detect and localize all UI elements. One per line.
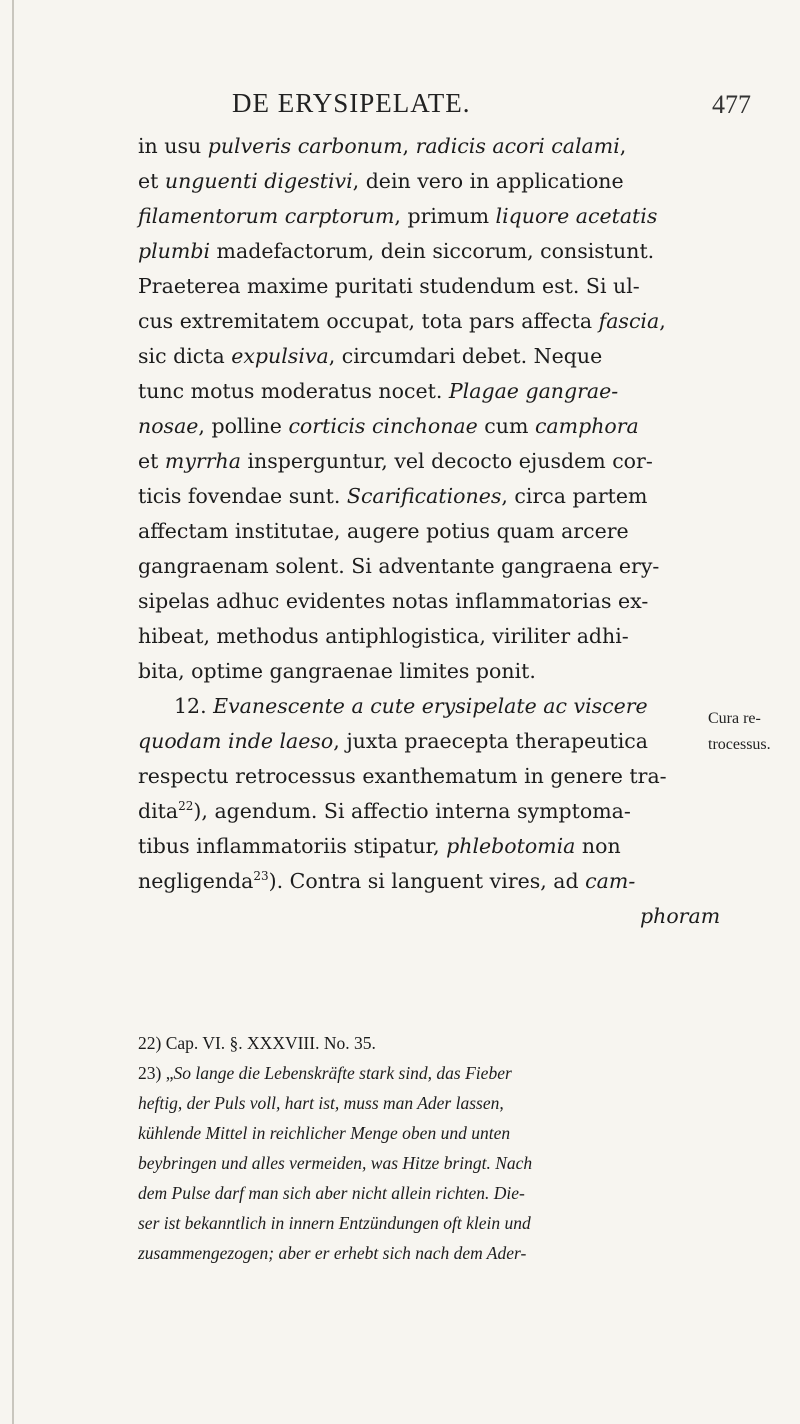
margin-note-line-1: Cura re- — [708, 710, 761, 727]
text-line: Praeterea maxime puritati studendum est. Si ul- — [138, 274, 640, 298]
text-line: respectu retrocessus exanthematum in genere tra- — [138, 764, 667, 788]
main-text — [138, 129, 778, 934]
text-line: et myrrha insperguntur, vel decocto ejusdem cor- — [138, 449, 653, 473]
text-line: sic dicta expulsiva, circumdari debet. Neque — [138, 344, 603, 368]
footnote-23: 23) „So lange die Lebenskräfte stark sind, das Fieber — [138, 1063, 512, 1083]
text-line: affectam institutae, augere potius quam arcere — [138, 519, 629, 543]
footnote-23-line: beybringen und alles vermeiden, was Hitze bringt. Nach — [138, 1153, 533, 1173]
text-line: gangraenam solent. Si adventante gangraena ery- — [138, 554, 660, 578]
text-line: dita$^{22}$), agendum. Si affectio interna symptoma- — [138, 799, 631, 823]
footnotes — [138, 1028, 778, 1268]
text-line: hibeat, methodus antiphlogistica, viriliter adhi- — [138, 624, 629, 648]
text-line: negligenda$^{23}$). Contra si languent vires, ad cam- — [138, 869, 636, 893]
text-line: ticis fovendae sunt. Scarificationes, circa partem — [138, 484, 648, 508]
section-12-start: 12. Evanescente a cute erysipelate ac viscere — [174, 694, 648, 718]
footnote-ref-22: 22 — [178, 799, 194, 813]
text-line: filamentorum carptorum, primum liquore acetatis — [138, 204, 658, 228]
margin-note-line-2: trocessus. — [708, 736, 771, 753]
page-number: 477 — [712, 90, 751, 119]
scan-binding-edge — [12, 0, 14, 1424]
running-head: DE ERYSIPELATE. — [232, 88, 471, 118]
footnote-22: 22) Cap. VI. §. XXXVIII. No. 35. — [138, 1033, 376, 1053]
text-line: et unguenti digestivi, dein vero in applicatione — [138, 169, 624, 193]
text-line: in usu pulveris carbonum, radicis acori calami, — [138, 134, 627, 158]
footnote-ref-23: 23 — [253, 869, 269, 883]
footnote-23-line: ser ist bekanntlich in innern Entzündungen oft klein und — [138, 1213, 531, 1233]
text-line: bita, optime gangraenae limites ponit. — [138, 659, 536, 683]
text-line: quodam inde laeso, juxta praecepta therapeutica — [138, 729, 648, 753]
text-line: sipelas adhuc evidentes notas inflammatorias ex- — [138, 589, 649, 613]
footnote-23-line: kühlende Mittel in reichlicher Menge oben und unten — [138, 1123, 511, 1143]
text-line: plumbi madefactorum, dein siccorum, consistunt. — [138, 239, 655, 263]
footnote-23-line: heftig, der Puls voll, hart ist, muss man Ader lassen, — [138, 1093, 504, 1113]
text-line: nosae, polline corticis cinchonae cum camphora — [138, 414, 639, 438]
text-line: cus extremitatem occupat, tota pars affecta fascia, — [138, 309, 666, 333]
text-line: tibus inflammatoriis stipatur, phlebotomia non — [138, 834, 621, 858]
footnote-23-line: dem Pulse darf man sich aber nicht allein richten. Die- — [138, 1183, 525, 1203]
text-line: tunc motus moderatus nocet. Plagae gangrae- — [138, 379, 619, 403]
footnote-23-line: zusammengezogen; aber er erhebt sich nach dem Ader- — [138, 1243, 527, 1263]
catchword: phoram — [640, 904, 721, 928]
